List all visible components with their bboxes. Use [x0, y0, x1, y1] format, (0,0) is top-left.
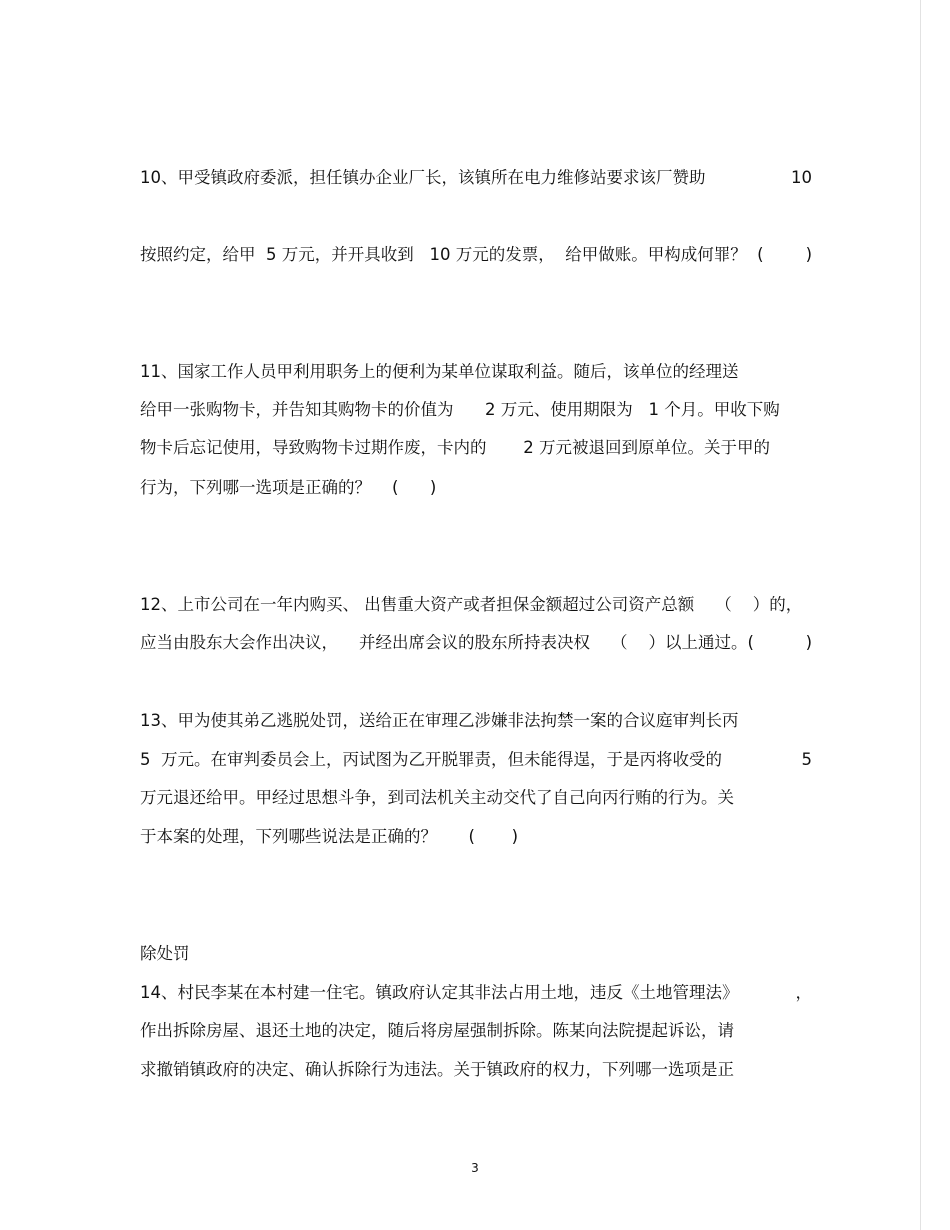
q11-stem-line-4: 行为，下列哪一选项是正确的？ ( )	[140, 478, 437, 497]
q13-stem-text-2: 5 万元。在审判委员会上，丙试图为乙开脱罪责，但未能得逞，于是丙将收受的	[140, 750, 722, 769]
q13-stem-line-1: 13、甲为使其弟乙逃脱处罚，送给正在审理乙涉嫌非法拘禁一案的合议庭审判长丙	[140, 711, 739, 730]
q11-options-line-1	[140, 511, 812, 541]
q14-stem-line-3: 求撤销镇政府的决定、确认拆除行为违法。关于镇政府的权力，下列哪一选项是正	[140, 1060, 734, 1079]
q10-options-line-2	[140, 318, 812, 348]
q13-stem-line-4: 于本案的处理，下列哪些说法是正确的？ ( )	[140, 827, 519, 846]
q10-stem-text-1: 10、甲受镇政府委派，担任镇办企业厂长，该镇所在电力维修站要求该厂赞助	[140, 168, 706, 187]
q10-stem-line-3	[140, 240, 812, 270]
q12-options-line	[140, 668, 812, 698]
q12-stem-line-2	[140, 628, 812, 658]
q10-options-line-1	[140, 279, 812, 309]
q12-stem-line-1: 12、上市公司在一年内购买、 出售重大资产或者担保金额超过公司资产总额 （ ）的，	[140, 595, 803, 614]
q11-stem-line-3: 物卡后忘记使用，导致购物卡过期作废，卡内的 2 万元被退回到原单位。关于甲的	[140, 438, 770, 457]
q13-option-d-continuation: 除处罚	[140, 944, 190, 963]
q11-options-line-2	[140, 550, 812, 580]
q11-stem-line-1: 11、国家工作人员甲利用职务上的便利为某单位谋取利益。随后，该单位的经理送	[140, 362, 739, 381]
q11-stem-line-2: 给甲一张购物卡，并告知其购物卡的价值为 2 万元、使用期限为 1 个月。甲收下购	[140, 400, 780, 419]
q9-options-line	[140, 123, 812, 153]
page-edge-divider	[920, 0, 921, 1230]
page-number: 3	[471, 1161, 479, 1175]
q12-stem-text-2: 应当由股东大会作出决议， 并经出席会议的股东所持表决权 （ ）以上通过。(	[140, 633, 754, 652]
q13-stem-line-3: 万元退还给甲。甲经过思想斗争，到司法机关主动交代了自己向丙行贿的行为。关	[140, 788, 734, 807]
q14-stem-line-1	[140, 978, 812, 1008]
q14-stem-line-2: 作出拆除房屋、退还土地的决定，随后将房屋强制拆除。陈某向法院提起诉讼，请	[140, 1021, 734, 1040]
q10-stem-text-3: 按照约定，给甲 5 万元，并开具收到 10 万元的发票， 给甲做账。甲构成何罪？ (	[140, 245, 764, 264]
q14-stem-text-1: 14、村民李某在本村建一住宅。镇政府认定其非法占用土地，违反《土地管理法》	[140, 983, 739, 1002]
q13-options-line-1	[140, 862, 812, 892]
q10-stem-line-1	[140, 163, 812, 193]
q10-stem-line-2	[140, 201, 812, 231]
q14-stem-tail-1: ，	[795, 983, 812, 1002]
q13-stem-line-2	[140, 745, 812, 775]
q13-stem-tail-2: 5	[801, 750, 812, 769]
q10-stem-tail-1: 10	[791, 168, 812, 187]
q10-stem-tail-3: )	[805, 245, 812, 264]
q12-stem-tail-2: )	[805, 633, 812, 652]
q13-options-line-2	[140, 900, 812, 930]
